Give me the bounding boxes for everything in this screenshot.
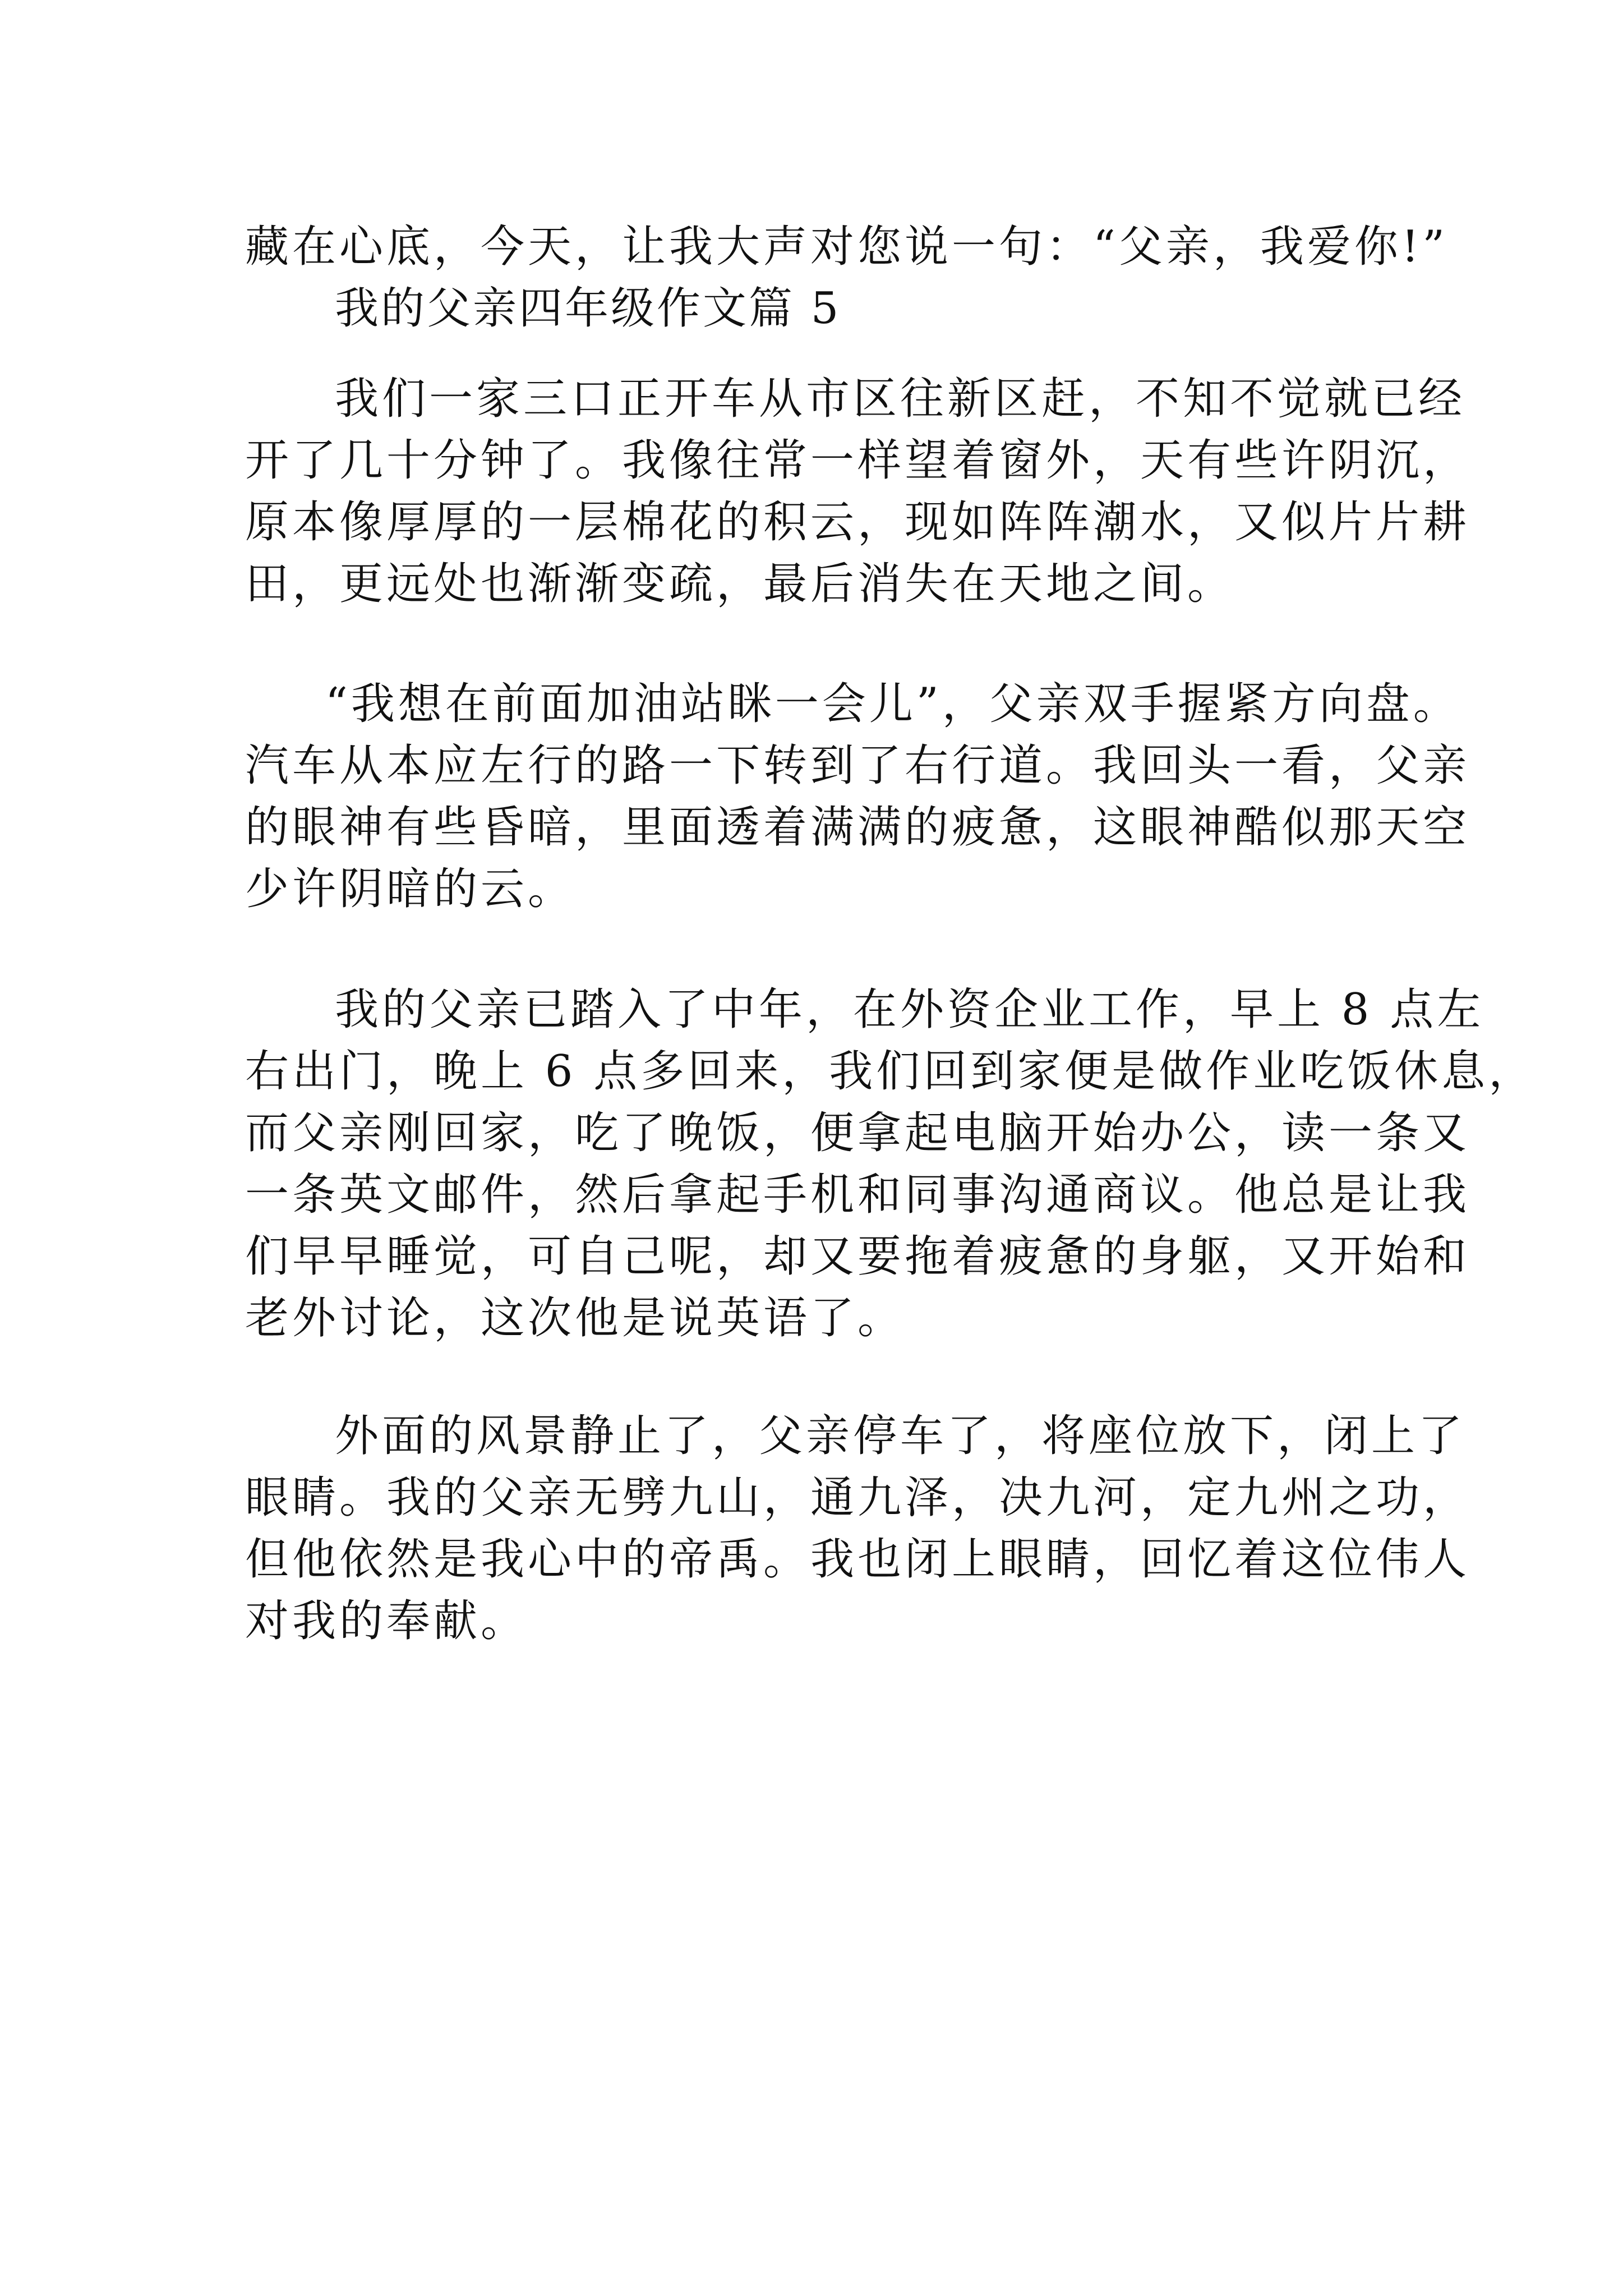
text-line-5: 原本像厚厚的一层棉花的积云，现如阵阵潮水，又似片片耕 xyxy=(245,497,1470,547)
text-line-20: 对我的奉献。 xyxy=(245,1596,528,1646)
text-line-6: 田，更远处也渐渐变疏，最后消失在天地之间。 xyxy=(245,559,1235,609)
text-line-4: 开了几十分钟了。我像往常一样望着窗外，天有些许阴沉， xyxy=(245,435,1470,486)
text-line-9: 的眼神有些昏暗，里面透着满满的疲惫，这眼神酷似那天空 xyxy=(245,802,1470,853)
text-line-14: 一条英文邮件，然后拿起手机和同事沟通商议。他总是让我 xyxy=(245,1170,1470,1220)
text-line-18: 眼睛。我的父亲无劈九山，通九泽，决九河，定九州之功， xyxy=(245,1473,1470,1523)
text-line-13: 而父亲刚回家，吃了晚饭，便拿起电脑开始办公，读一条又 xyxy=(245,1108,1470,1158)
text-line-1: 藏在心底，今天，让我大声对您说一句：“父亲，我爱你!” xyxy=(245,222,1449,272)
text-line-8: 汽车从本应左行的路一下转到了右行道。我回头一看，父亲 xyxy=(245,740,1470,791)
text-line-15: 们早早睡觉，可自己呢，却又要拖着疲惫的身躯，又开始和 xyxy=(245,1231,1470,1282)
section-heading: 我的父亲四年级作文篇 5 xyxy=(335,283,841,334)
text-line-19: 但他依然是我心中的帝禹。我也闭上眼睛，回忆着这位伟人 xyxy=(245,1534,1470,1585)
text-line-10: 少许阴暗的云。 xyxy=(245,864,575,914)
text-line-3: 我们一家三口正开车从市区往新区赶，不知不觉就已经 xyxy=(335,374,1466,424)
text-line-17: 外面的风景静止了，父亲停车了，将座位放下，闭上了 xyxy=(335,1411,1466,1461)
text-line-7: “我想在前面加油站眯一会儿”，父亲双手握紧方向盘。 xyxy=(325,679,1460,729)
text-line-11: 我的父亲已踏入了中年，在外资企业工作，早上 8 点左 xyxy=(335,984,1484,1035)
text-line-12: 右出门，晚上 6 点多回来，我们回到家便是做作业吃饭休息， xyxy=(245,1046,1536,1097)
text-line-16: 老外讨论，这次他是说英语了。 xyxy=(245,1293,905,1343)
